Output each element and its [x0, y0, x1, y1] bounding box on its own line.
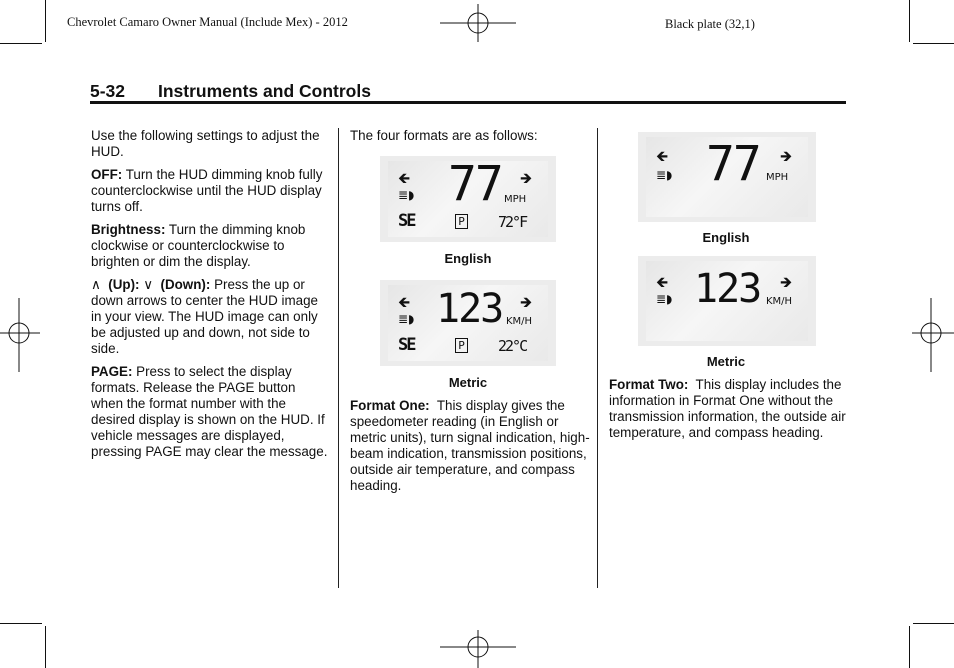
speed-readout: 77 [706, 136, 760, 192]
crop-mark [0, 43, 42, 44]
crop-mark [0, 623, 42, 624]
page-paragraph [91, 364, 329, 460]
format-two-text: This display includes the information in Format One without the transmission information, the outside air temperature, and compass heading. [609, 377, 846, 440]
left-arrow-icon: 🡸 [656, 273, 669, 291]
section-number: 5-32 [90, 81, 126, 101]
running-header-left: Chevrolet Camaro Owner Manual (Include Mex) - 2012 [67, 15, 348, 29]
right-arrow-icon: 🡺 [520, 169, 533, 187]
speed-readout: 77 [448, 156, 502, 212]
right-arrow-icon: 🡺 [520, 293, 533, 311]
high-beam-icon: ≣◗ [398, 188, 415, 202]
updown-text: Press the up or down arrows to center the HUD image in your view. The HUD image can only be adjusted up and down, not side to side. [91, 277, 318, 356]
registration-mark [912, 298, 954, 372]
down-label: (Down): [160, 277, 211, 292]
caption-metric: Metric [448, 375, 488, 390]
format-one-paragraph [350, 398, 590, 494]
up-arrow-icon: ∧ [91, 277, 101, 292]
high-beam-icon: ≣◗ [398, 312, 415, 326]
column-1 [91, 128, 329, 467]
column-divider [338, 128, 339, 588]
gear-indicator: P [455, 214, 468, 229]
column-2-intro: The four formats are as follows: [350, 128, 538, 143]
right-arrow-icon: 🡺 [780, 147, 793, 165]
crop-mark [45, 0, 46, 42]
brightness-text: Turn the dimming knob clockwise or counterclockwise to brighten or dim the display. [91, 222, 306, 269]
speed-unit: KM/H [506, 316, 533, 327]
down-arrow-icon: ∨ [143, 277, 154, 292]
intro-paragraph: Use the following settings to adjust the HUD. [91, 128, 320, 159]
crop-mark [909, 626, 910, 668]
crop-mark [909, 0, 910, 42]
up-label: (Up): [108, 277, 140, 292]
crop-mark [913, 623, 954, 624]
high-beam-icon: ≣◗ [656, 292, 673, 306]
column-divider [597, 128, 598, 588]
brightness-label: Brightness: [91, 222, 166, 237]
high-beam-icon: ≣◗ [656, 168, 673, 182]
crop-mark [913, 43, 954, 44]
left-arrow-icon: 🡸 [398, 293, 411, 311]
off-text: Turn the HUD dimming knob fully counterclockwise until the HUD display turns off. [91, 167, 323, 214]
section-rule [90, 101, 846, 104]
caption-english: English [702, 230, 750, 245]
compass-heading: SE [398, 335, 415, 355]
hud-format-one-metric [380, 280, 556, 366]
crop-mark [45, 626, 46, 668]
section-title: Instruments and Controls [158, 81, 371, 101]
outside-temperature: 22°C [498, 337, 527, 355]
speed-readout: 123 [436, 286, 503, 332]
format-two-paragraph [609, 377, 849, 441]
hud-format-two-metric [638, 256, 816, 346]
off-label: OFF: [91, 167, 123, 182]
registration-mark [440, 4, 516, 42]
compass-heading: SE [398, 211, 415, 231]
updown-paragraph [91, 277, 329, 357]
caption-metric: Metric [706, 354, 746, 369]
format-one-label: Format One: [350, 398, 430, 413]
speed-unit: MPH [504, 194, 527, 205]
off-paragraph [91, 167, 329, 215]
page-text: Press to select the display formats. Release the PAGE button when the format number with the desired display is shown on the HUD. If vehicle messages are displayed, pressing PAGE may clear the message. [91, 364, 328, 459]
speed-unit: KM/H [766, 296, 793, 307]
format-two-label: Format Two: [609, 377, 689, 392]
gear-indicator: P [455, 338, 468, 353]
format-one-text: This display gives the speedometer reading (in English or metric units), turn signal indication, high-beam indication, transmission positions, outside air temperature, and compass heading. [350, 398, 590, 493]
registration-mark [440, 630, 516, 668]
speed-unit: MPH [766, 172, 789, 183]
hud-format-two-english [638, 132, 816, 222]
caption-english: English [444, 251, 492, 266]
hud-format-one-english [380, 156, 556, 242]
brightness-paragraph [91, 222, 329, 270]
outside-temperature: 72°F [498, 213, 527, 231]
page-label: PAGE: [91, 364, 133, 379]
left-arrow-icon: 🡸 [398, 169, 411, 187]
running-header-right: Black plate (32,1) [665, 17, 755, 31]
registration-mark [0, 298, 40, 372]
right-arrow-icon: 🡺 [780, 273, 793, 291]
speed-readout: 123 [694, 266, 761, 312]
left-arrow-icon: 🡸 [656, 147, 669, 165]
